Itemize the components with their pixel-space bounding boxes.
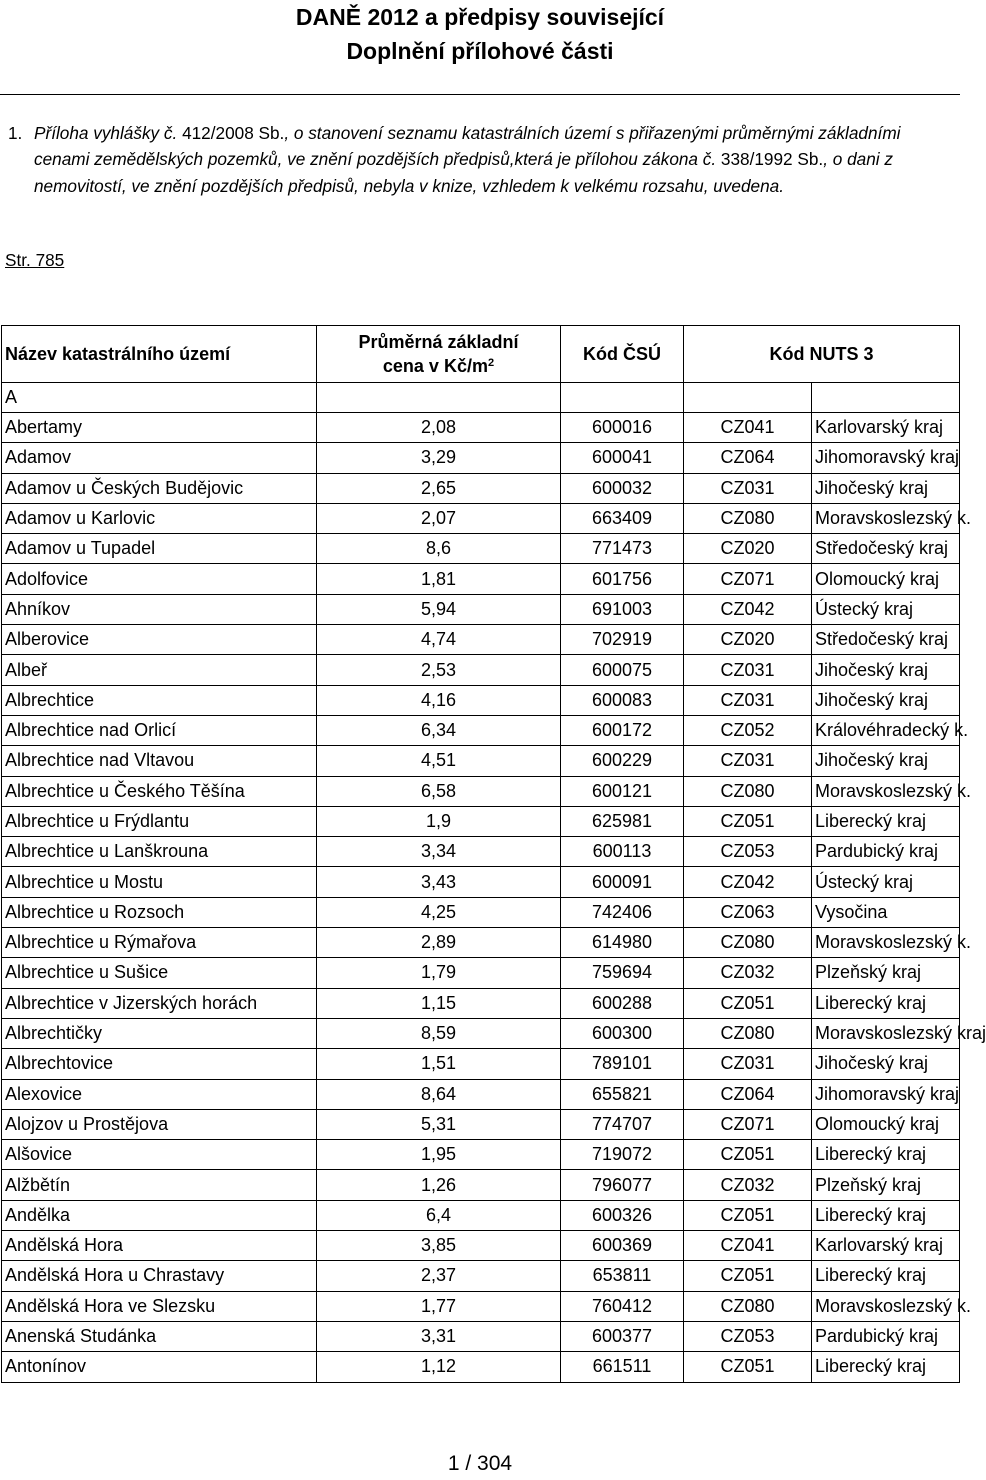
cell-nuts: CZ031 bbox=[684, 746, 812, 776]
intro-text bbox=[34, 120, 938, 199]
cell-name: Albrechtice u Rýmařova bbox=[2, 928, 317, 958]
table-row bbox=[2, 1231, 960, 1261]
header-price bbox=[317, 326, 561, 383]
table-row bbox=[2, 1140, 960, 1170]
intro-ref-law: 338/1992 Sb. bbox=[720, 149, 824, 170]
cell-region: Jihočeský kraj bbox=[812, 1049, 960, 1079]
cell-region: Liberecký kraj bbox=[812, 1140, 960, 1170]
table-row bbox=[2, 1018, 960, 1048]
cell-name: Albrechtice u Frýdlantu bbox=[2, 806, 317, 836]
cell-name: Anenská Studánka bbox=[2, 1321, 317, 1351]
table-row bbox=[2, 715, 960, 745]
cell-price: 1,77 bbox=[317, 1291, 561, 1321]
cell-csu: 702919 bbox=[561, 625, 684, 655]
cell-name: Albrechtice bbox=[2, 685, 317, 715]
cell-region: Liberecký kraj bbox=[812, 1200, 960, 1230]
intro-text-prefix: Příloha vyhlášky č. bbox=[34, 123, 183, 143]
table-row bbox=[2, 443, 960, 473]
cell-name: Albeř bbox=[2, 655, 317, 685]
table-row bbox=[2, 594, 960, 624]
cell-price: 2,65 bbox=[317, 473, 561, 503]
cell-nuts: CZ080 bbox=[684, 776, 812, 806]
intro-ref-decree: 412/2008 Sb. bbox=[182, 123, 285, 143]
cell-price: 4,25 bbox=[317, 897, 561, 927]
table-row bbox=[2, 1109, 960, 1139]
cell-name: Abertamy bbox=[2, 413, 317, 443]
cell-price: 4,51 bbox=[317, 746, 561, 776]
section-empty-cell bbox=[684, 383, 812, 413]
cell-csu: 653811 bbox=[561, 1261, 684, 1291]
cell-price: 1,26 bbox=[317, 1170, 561, 1200]
table-row bbox=[2, 564, 960, 594]
cell-name: Albrechtice nad Vltavou bbox=[2, 746, 317, 776]
header-nuts: Kód NUTS 3 bbox=[684, 326, 960, 383]
cell-price: 2,07 bbox=[317, 503, 561, 533]
cell-nuts: CZ051 bbox=[684, 988, 812, 1018]
cell-region: Plzeňský kraj bbox=[812, 958, 960, 988]
cell-name: Adamov u Českých Budějovic bbox=[2, 473, 317, 503]
cell-price: 1,12 bbox=[317, 1352, 561, 1382]
intro-number: 1. bbox=[8, 123, 23, 143]
cell-name: Albrechtovice bbox=[2, 1049, 317, 1079]
cell-nuts: CZ051 bbox=[684, 806, 812, 836]
table-row bbox=[2, 1170, 960, 1200]
cell-price: 5,94 bbox=[317, 594, 561, 624]
cell-nuts: CZ051 bbox=[684, 1352, 812, 1382]
cell-name: Andělská Hora bbox=[2, 1231, 317, 1261]
cell-csu: 600326 bbox=[561, 1200, 684, 1230]
cell-price: 1,9 bbox=[317, 806, 561, 836]
cell-nuts: CZ053 bbox=[684, 1321, 812, 1351]
cell-region: Plzeňský kraj bbox=[812, 1170, 960, 1200]
cell-csu: 600075 bbox=[561, 655, 684, 685]
cell-price: 8,64 bbox=[317, 1079, 561, 1109]
header-price-line1: Průměrná základní bbox=[358, 332, 519, 352]
cell-name: Adamov u Tupadel bbox=[2, 534, 317, 564]
section-row bbox=[2, 383, 960, 413]
cell-nuts: CZ053 bbox=[684, 837, 812, 867]
cell-name: Albrechtice u Lanškrouna bbox=[2, 837, 317, 867]
cell-region: Jihočeský kraj bbox=[812, 473, 960, 503]
table-row bbox=[2, 988, 960, 1018]
cell-region: Moravskoslezský k. bbox=[812, 928, 960, 958]
page-reference: Str. 785 bbox=[5, 250, 65, 270]
cell-price: 5,31 bbox=[317, 1109, 561, 1139]
cell-nuts: CZ031 bbox=[684, 473, 812, 503]
table-row bbox=[2, 867, 960, 897]
cell-price: 8,6 bbox=[317, 534, 561, 564]
cell-csu: 600369 bbox=[561, 1231, 684, 1261]
cell-name: Alberovice bbox=[2, 625, 317, 655]
cell-csu: 774707 bbox=[561, 1109, 684, 1139]
cell-csu: 771473 bbox=[561, 534, 684, 564]
header-price-sup: 2 bbox=[487, 357, 495, 369]
table-row bbox=[2, 1321, 960, 1351]
intro-text-suffix: , o dani z nemovitostí, ve znění pozdějších předpisů, nebyla v knize, vzhledem k velkému rozsahu, uvedena. bbox=[34, 149, 893, 196]
cell-nuts: CZ080 bbox=[684, 503, 812, 533]
cell-region: Moravskoslezský k. bbox=[812, 503, 960, 533]
cell-name: Adolfovice bbox=[2, 564, 317, 594]
cell-region: Karlovarský kraj bbox=[812, 1231, 960, 1261]
cell-nuts: CZ041 bbox=[684, 1231, 812, 1261]
cell-price: 2,53 bbox=[317, 655, 561, 685]
cell-nuts: CZ020 bbox=[684, 534, 812, 564]
table-row bbox=[2, 1049, 960, 1079]
cell-csu: 600041 bbox=[561, 443, 684, 473]
cell-name: Andělská Hora ve Slezsku bbox=[2, 1291, 317, 1321]
cell-csu: 614980 bbox=[561, 928, 684, 958]
cell-name: Antonínov bbox=[2, 1352, 317, 1382]
table-row bbox=[2, 746, 960, 776]
header-csu: Kód ČSÚ bbox=[561, 326, 684, 383]
cell-region: Jihočeský kraj bbox=[812, 746, 960, 776]
cell-region: Pardubický kraj bbox=[812, 1321, 960, 1351]
cell-region: Moravskoslezský k. bbox=[812, 776, 960, 806]
cell-nuts: CZ042 bbox=[684, 867, 812, 897]
cell-name: Albrechtice v Jizerských horách bbox=[2, 988, 317, 1018]
table-row bbox=[2, 1291, 960, 1321]
cell-name: Adamov u Karlovic bbox=[2, 503, 317, 533]
cell-price: 3,34 bbox=[317, 837, 561, 867]
cell-nuts: CZ020 bbox=[684, 625, 812, 655]
title-divider bbox=[0, 94, 960, 95]
cell-nuts: CZ031 bbox=[684, 1049, 812, 1079]
cell-region: Středočeský kraj bbox=[812, 625, 960, 655]
cell-nuts: CZ063 bbox=[684, 897, 812, 927]
table-row bbox=[2, 776, 960, 806]
cell-csu: 600016 bbox=[561, 413, 684, 443]
cadastral-table bbox=[1, 325, 986, 1383]
table-row bbox=[2, 928, 960, 958]
cell-name: Ahníkov bbox=[2, 594, 317, 624]
cell-price: 3,31 bbox=[317, 1321, 561, 1351]
cell-name: Alžbětín bbox=[2, 1170, 317, 1200]
cell-name: Albrechtice u Rozsoch bbox=[2, 897, 317, 927]
title-line-2: Doplnění přílohové části bbox=[346, 38, 614, 64]
cell-price: 1,15 bbox=[317, 988, 561, 1018]
cell-nuts: CZ031 bbox=[684, 655, 812, 685]
cell-nuts: CZ071 bbox=[684, 1109, 812, 1139]
cell-price: 1,51 bbox=[317, 1049, 561, 1079]
cell-csu: 759694 bbox=[561, 958, 684, 988]
cell-csu: 625981 bbox=[561, 806, 684, 836]
section-letter: A bbox=[2, 383, 317, 413]
cell-nuts: CZ080 bbox=[684, 1018, 812, 1048]
cell-region: Moravskoslezský k. bbox=[812, 1291, 960, 1321]
cell-csu: 600172 bbox=[561, 715, 684, 745]
cell-name: Andělka bbox=[2, 1200, 317, 1230]
table-row bbox=[2, 1079, 960, 1109]
cell-region: Vysočina bbox=[812, 897, 960, 927]
cell-nuts: CZ031 bbox=[684, 685, 812, 715]
cell-nuts: CZ052 bbox=[684, 715, 812, 745]
cell-csu: 600229 bbox=[561, 746, 684, 776]
cell-name: Albrechtice nad Orlicí bbox=[2, 715, 317, 745]
cell-price: 8,59 bbox=[317, 1018, 561, 1048]
table-row bbox=[2, 655, 960, 685]
cell-name: Albrechtice u Mostu bbox=[2, 867, 317, 897]
intro-text-middle: , o stanovení seznamu katastrálních území s přiřazenými průměrnými základními cenami zemědělských pozemků, ve znění pozdějších předpisů,která je přílohou zákona č. bbox=[34, 123, 901, 170]
cell-price: 6,58 bbox=[317, 776, 561, 806]
cell-price: 2,37 bbox=[317, 1261, 561, 1291]
cell-csu: 663409 bbox=[561, 503, 684, 533]
cell-nuts: CZ051 bbox=[684, 1200, 812, 1230]
cell-name: Andělská Hora u Chrastavy bbox=[2, 1261, 317, 1291]
cell-csu: 600377 bbox=[561, 1321, 684, 1351]
section-empty-cell bbox=[317, 383, 561, 413]
cell-price: 1,81 bbox=[317, 564, 561, 594]
cell-name: Albrechtice u Sušice bbox=[2, 958, 317, 988]
cell-region: Olomoucký kraj bbox=[812, 564, 960, 594]
cell-nuts: CZ032 bbox=[684, 1170, 812, 1200]
cell-price: 1,79 bbox=[317, 958, 561, 988]
cell-csu: 789101 bbox=[561, 1049, 684, 1079]
cell-region: Olomoucký kraj bbox=[812, 1109, 960, 1139]
cell-name: Albrechtičky bbox=[2, 1018, 317, 1048]
cell-price: 2,89 bbox=[317, 928, 561, 958]
cell-nuts: CZ051 bbox=[684, 1140, 812, 1170]
cell-region: Královéhradecký k. bbox=[812, 715, 960, 745]
cell-price: 1,95 bbox=[317, 1140, 561, 1170]
cell-price: 4,16 bbox=[317, 685, 561, 715]
table-row bbox=[2, 1261, 960, 1291]
title-line-1: DANĚ 2012 a předpisy související bbox=[295, 4, 665, 30]
table-header-row bbox=[2, 326, 960, 383]
cell-region: Pardubický kraj bbox=[812, 837, 960, 867]
cell-price: 6,4 bbox=[317, 1200, 561, 1230]
cell-nuts: CZ071 bbox=[684, 564, 812, 594]
table-row bbox=[2, 958, 960, 988]
table-row bbox=[2, 1200, 960, 1230]
cell-csu: 601756 bbox=[561, 564, 684, 594]
cell-name: Alexovice bbox=[2, 1079, 317, 1109]
cell-region: Karlovarský kraj bbox=[812, 413, 960, 443]
cell-region: Ústecký kraj bbox=[812, 594, 960, 624]
cell-nuts: CZ064 bbox=[684, 443, 812, 473]
cell-region: Liberecký kraj bbox=[812, 1352, 960, 1382]
cell-csu: 691003 bbox=[561, 594, 684, 624]
cell-nuts: CZ064 bbox=[684, 1079, 812, 1109]
cell-price: 3,29 bbox=[317, 443, 561, 473]
cell-csu: 661511 bbox=[561, 1352, 684, 1382]
cell-region: Jihomoravský kraj bbox=[812, 443, 960, 473]
header-price-line2: cena v Kč/m bbox=[382, 356, 488, 376]
cell-region: Jihomoravský kraj bbox=[812, 1079, 960, 1109]
section-empty-cell bbox=[561, 383, 684, 413]
cell-nuts: CZ041 bbox=[684, 413, 812, 443]
cell-csu: 600113 bbox=[561, 837, 684, 867]
table-body bbox=[2, 383, 986, 1383]
cell-nuts: CZ032 bbox=[684, 958, 812, 988]
cell-csu: 742406 bbox=[561, 897, 684, 927]
cell-region: Jihočeský kraj bbox=[812, 685, 960, 715]
cell-region: Jihočeský kraj bbox=[812, 655, 960, 685]
cell-name: Albrechtice u Českého Těšína bbox=[2, 776, 317, 806]
page-number: 1 / 304 bbox=[447, 1452, 513, 1475]
cell-nuts: CZ042 bbox=[684, 594, 812, 624]
cell-price: 6,34 bbox=[317, 715, 561, 745]
table-row bbox=[2, 685, 960, 715]
cell-region: Liberecký kraj bbox=[812, 988, 960, 1018]
cell-nuts: CZ080 bbox=[684, 1291, 812, 1321]
section-empty-cell bbox=[812, 383, 960, 413]
cell-csu: 600288 bbox=[561, 988, 684, 1018]
cell-csu: 796077 bbox=[561, 1170, 684, 1200]
cell-region: Ústecký kraj bbox=[812, 867, 960, 897]
cell-price: 3,43 bbox=[317, 867, 561, 897]
cell-name: Alojzov u Prostějova bbox=[2, 1109, 317, 1139]
intro-paragraph bbox=[8, 120, 938, 199]
table-row bbox=[2, 806, 960, 836]
cell-csu: 600083 bbox=[561, 685, 684, 715]
table-row bbox=[2, 625, 960, 655]
cell-name: Adamov bbox=[2, 443, 317, 473]
cell-region: Moravskoslezský kraj bbox=[812, 1018, 960, 1048]
cell-region: Středočeský kraj bbox=[812, 534, 960, 564]
document-title bbox=[0, 0, 960, 68]
table-row bbox=[2, 837, 960, 867]
table-row bbox=[2, 897, 960, 927]
cell-csu: 760412 bbox=[561, 1291, 684, 1321]
cell-name: Alšovice bbox=[2, 1140, 317, 1170]
table-row bbox=[2, 1352, 960, 1382]
header-name: Název katastrálního území bbox=[2, 326, 317, 383]
cell-csu: 600121 bbox=[561, 776, 684, 806]
cell-csu: 600091 bbox=[561, 867, 684, 897]
table-row bbox=[2, 503, 960, 533]
table-row bbox=[2, 473, 960, 503]
cell-region: Liberecký kraj bbox=[812, 1261, 960, 1291]
cell-price: 2,08 bbox=[317, 413, 561, 443]
cell-region: Liberecký kraj bbox=[812, 806, 960, 836]
table-row bbox=[2, 534, 960, 564]
cell-csu: 719072 bbox=[561, 1140, 684, 1170]
cell-price: 3,85 bbox=[317, 1231, 561, 1261]
table-row bbox=[2, 413, 960, 443]
cell-csu: 600300 bbox=[561, 1018, 684, 1048]
cell-csu: 655821 bbox=[561, 1079, 684, 1109]
cell-price: 4,74 bbox=[317, 625, 561, 655]
cell-csu: 600032 bbox=[561, 473, 684, 503]
cell-nuts: CZ051 bbox=[684, 1261, 812, 1291]
cell-nuts: CZ080 bbox=[684, 928, 812, 958]
